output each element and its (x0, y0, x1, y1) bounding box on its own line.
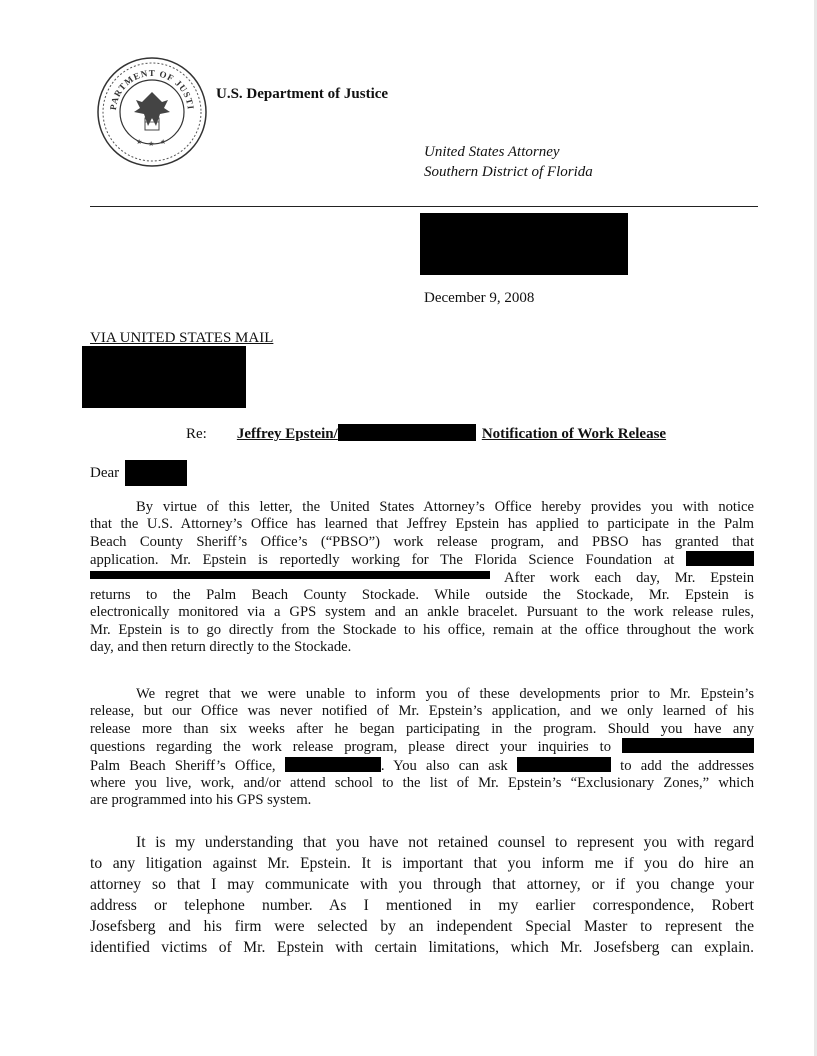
redacted-phone (285, 757, 381, 772)
office-district: Southern District of Florida (424, 164, 593, 180)
department-name: U.S. Department of Justice (216, 86, 389, 102)
redacted-salutation-name (125, 460, 187, 486)
svg-text:★: ★ (160, 138, 167, 146)
line-text: . You also can ask (380, 757, 508, 774)
paragraph-notice (90, 499, 754, 657)
paragraph-line: attorney so that I may communicate with you through that attorney, or if you change your (90, 876, 754, 893)
paragraph-line: release, but our Office was never notified of Mr. Epstein’s application, and we only learned of his (90, 703, 754, 720)
subject-name: Jeffrey Epstein/ (236, 426, 338, 442)
paragraph-line (90, 551, 754, 569)
redacted-contact-name (622, 738, 754, 753)
paragraph-line: address or telephone number. As I mentioned in my earlier correspondence, Robert (90, 897, 754, 914)
paragraph-line: are programmed into his GPS system. (90, 792, 312, 809)
doj-seal-icon (96, 56, 208, 168)
subject-line (186, 424, 666, 443)
redacted-address-block (420, 213, 628, 275)
subject-title: Notification of Work Release (481, 426, 667, 442)
delivery-method: VIA UNITED STATES MAIL (90, 330, 274, 346)
office-title: United States Attorney (424, 144, 560, 160)
paragraph-line: returns to the Palm Beach County Stockade. While outside the Stockade, Mr. Epstein is (90, 587, 754, 604)
paragraph-line: Beach County Sheriff’s Office’s (“PBSO”) work release program, and PBSO has granted that (90, 533, 754, 550)
line-text: application. Mr. Epstein is reportedly working for The Florida Science Foundation at (90, 552, 675, 569)
redacted-contact-name-2 (517, 757, 611, 772)
paragraph-line: electronically monitored via a GPS system and an ankle bracelet. Pursuant to the work release rules, (90, 604, 754, 621)
seal-text: PARTMENT OF JUSTI (107, 67, 196, 111)
paragraph-line: identified victims of Mr. Epstein with certain limitations, which Mr. Josefsberg can explain. (90, 939, 754, 956)
paragraph-line: release more than six weeks after he began participating in the program. Should you have any (90, 720, 754, 737)
line-text: After work each day, Mr. Epstein (504, 569, 755, 586)
paragraph-line: We regret that we were unable to inform you of these developments prior to Mr. Epstein’s (136, 686, 754, 702)
line-text: questions regarding the work release program, please direct your inquiries to (90, 739, 612, 756)
paragraph-counsel (90, 832, 754, 958)
paragraph-line: where you live, work, and/or attend school to the list of Mr. Epstein’s “Exclusionary Zones,” which (90, 775, 754, 792)
paragraph-line (90, 757, 754, 775)
svg-text:★: ★ (136, 138, 143, 146)
paragraph-line: By virtue of this letter, the United States Attorney’s Office hereby provides you with notice (136, 499, 754, 515)
office-block (424, 142, 593, 182)
paragraph-line: It is my understanding that you have not retained counsel to represent you with regard (136, 834, 754, 851)
salutation-line (90, 460, 187, 486)
letter-date: December 9, 2008 (424, 290, 535, 306)
paragraph-line: Josefsberg and his firm were selected by an independent Special Master to represent the (90, 918, 754, 935)
letterhead-rule (90, 206, 758, 207)
re-label: Re: (186, 426, 207, 442)
redacted-subject (338, 424, 476, 441)
paragraph-line: that the U.S. Attorney’s Office has learned that Jeffrey Epstein has applied to participate in the Palm (90, 516, 754, 533)
redacted-recipient-block (82, 346, 246, 408)
line-text: to add the addresses (620, 757, 754, 774)
redacted-employer-address (686, 551, 754, 566)
line-text: Palm Beach Sheriff’s Office, (90, 757, 276, 774)
svg-text:★: ★ (148, 140, 155, 148)
paragraph-line (90, 570, 754, 587)
salutation: Dear (90, 465, 120, 481)
paragraph-regret (90, 686, 754, 810)
paragraph-line: to any litigation against Mr. Epstein. It is important that you inform me if you do hire an (90, 855, 754, 872)
paragraph-line: day, and then return directly to the Stockade. (90, 639, 352, 656)
redacted-address-line (90, 571, 490, 579)
paragraph-line: Mr. Epstein is to go directly from the Stockade to his office, remain at the office throughout the work (90, 621, 754, 638)
paragraph-line (90, 738, 754, 756)
